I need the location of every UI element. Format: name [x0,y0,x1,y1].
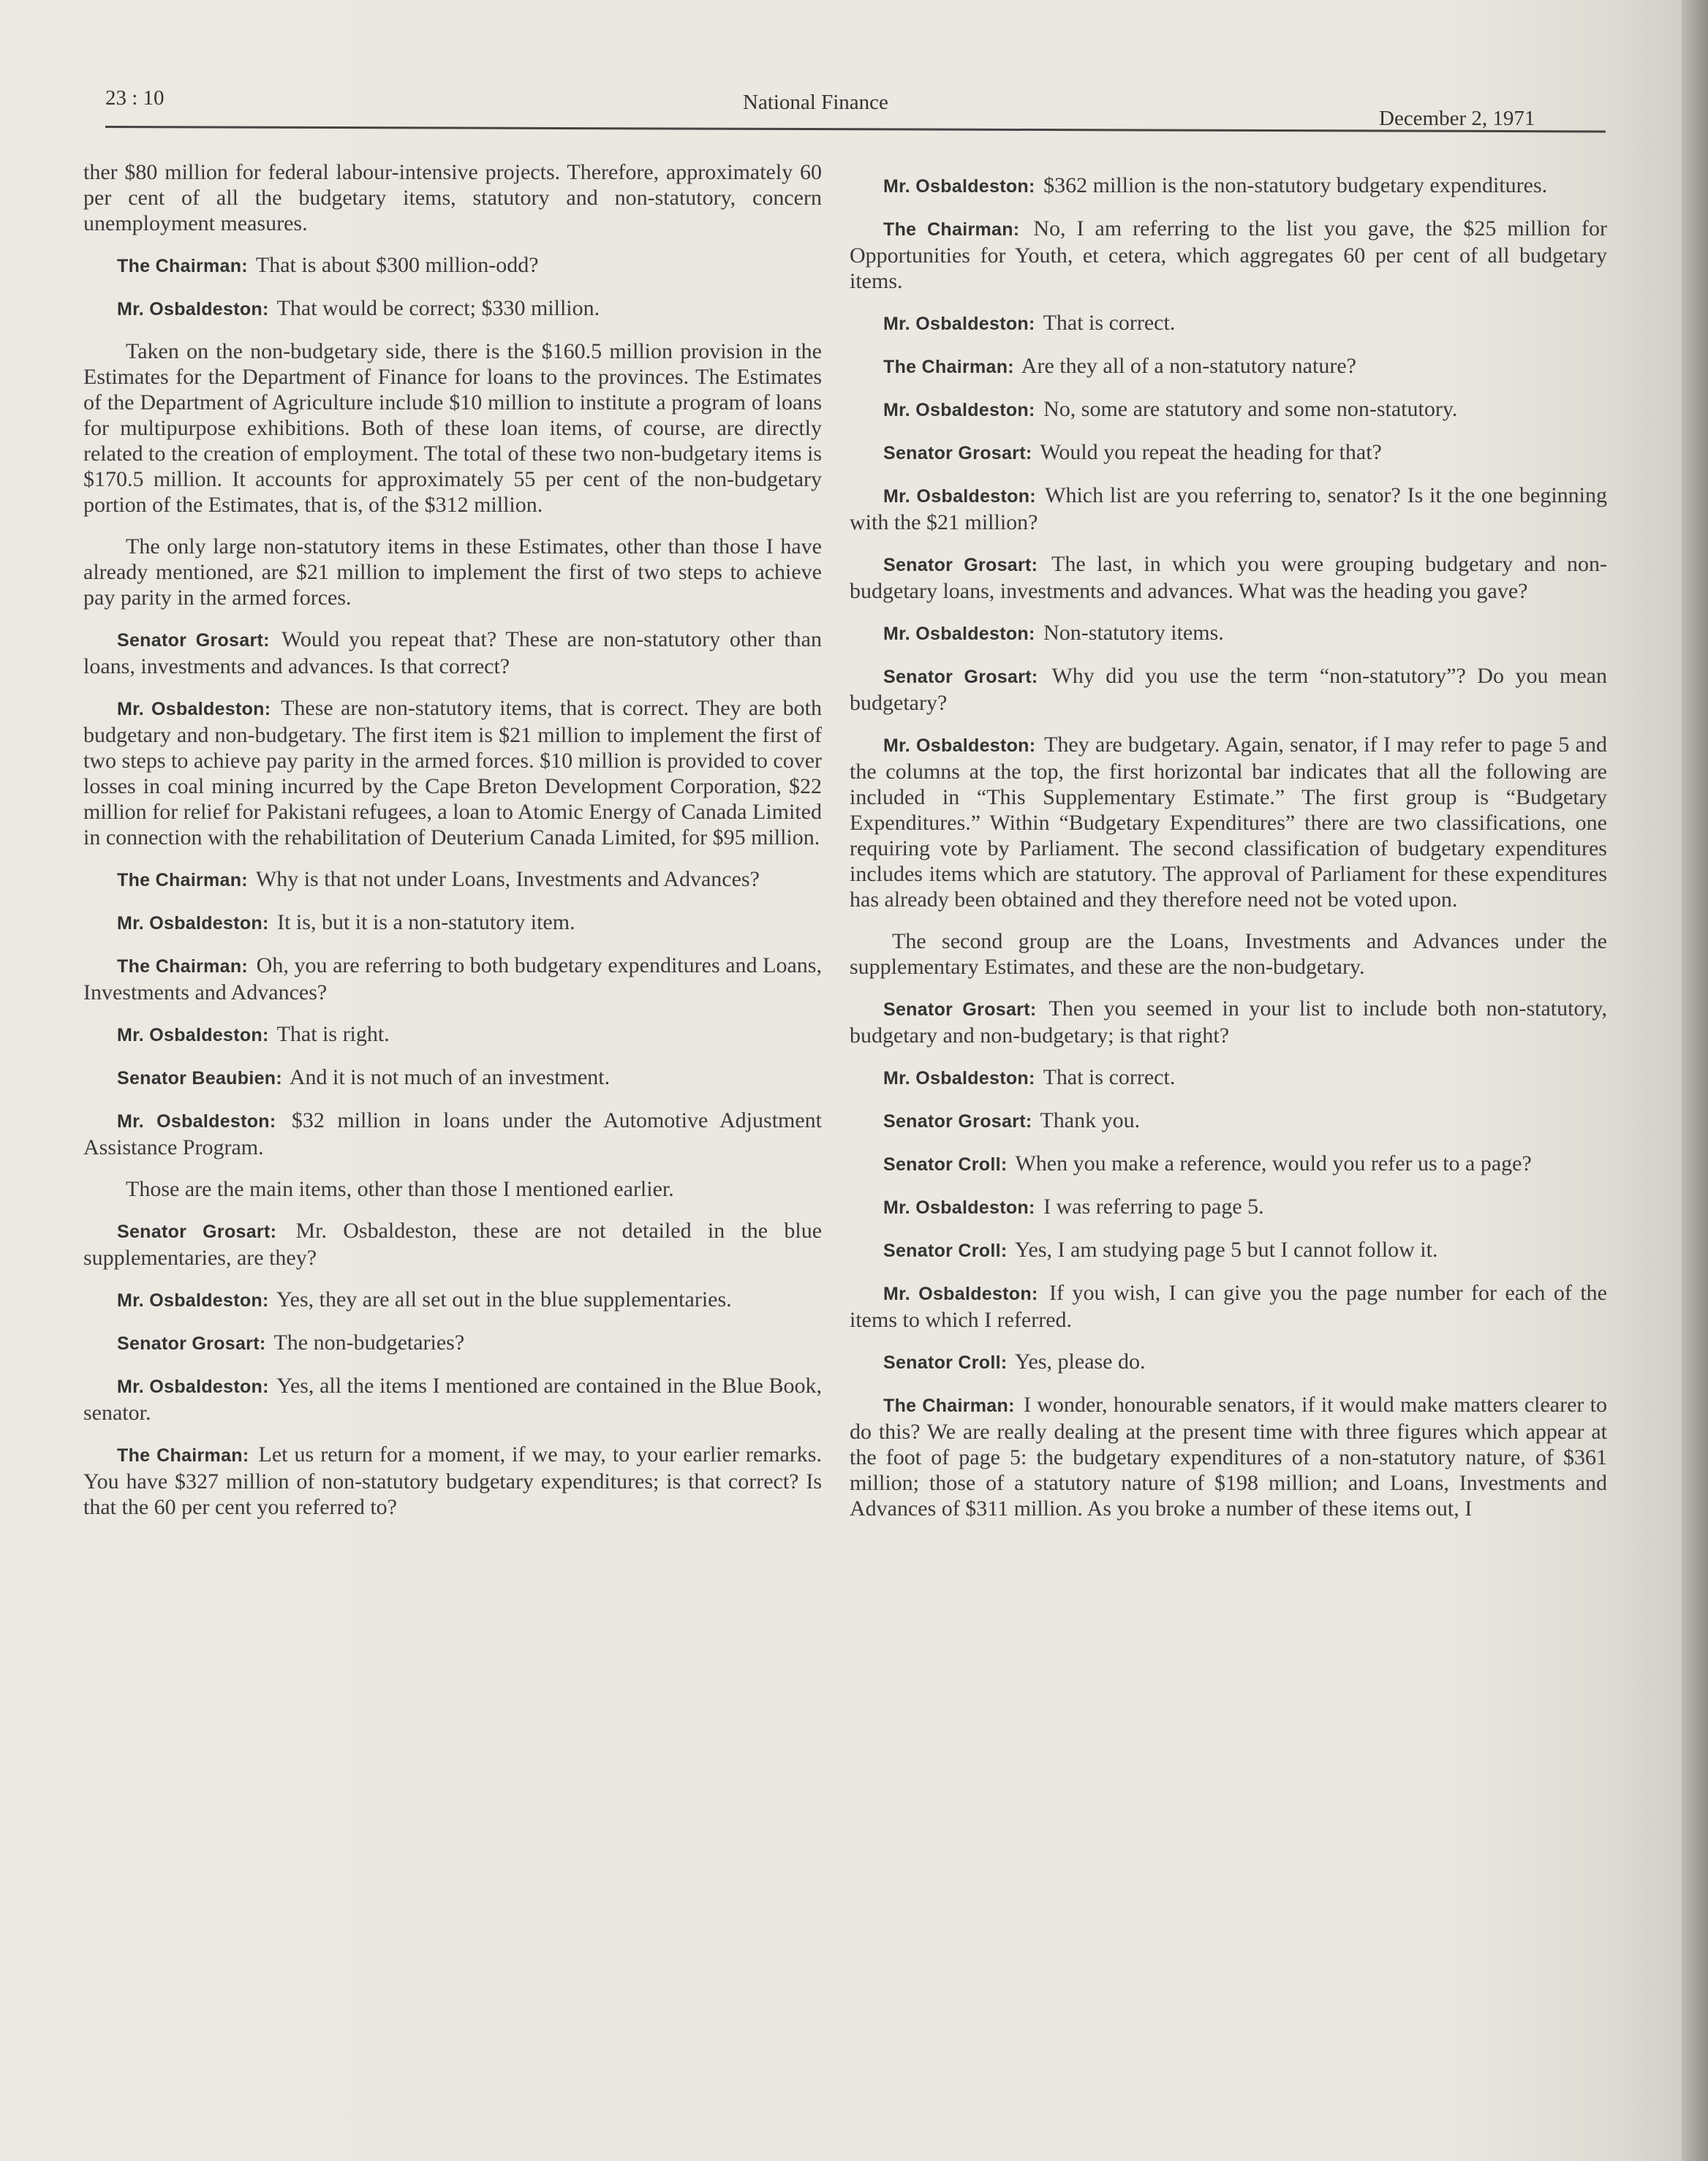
speaker-label: Senator Grosart: [883,443,1032,463]
paragraph-text: Those are the main items, other than those I mentioned earlier. [126,1177,674,1201]
paragraph-text: And it is not much of an investment. [289,1065,611,1089]
paragraph [850,928,1607,980]
paragraph [850,551,1607,604]
paragraph [850,1108,1607,1135]
paragraph-text: That is right. [276,1022,390,1046]
paragraph [850,1237,1607,1264]
paragraph-text: When you make a reference, would you refer us to a page? [1015,1151,1532,1176]
paragraph [83,338,822,518]
speaker-label: Senator Grosart: [117,1333,266,1354]
speaker-label: Senator Grosart: [117,1222,277,1242]
paragraph-text: That would be correct; $330 million. [276,296,600,320]
paragraph-text: Yes, all the items I mentioned are contained in the Blue Book, senator. [83,1374,823,1425]
speaker-label: Mr. Osbaldeston: [117,699,271,719]
paragraph-text: That is about $300 million-odd? [255,253,539,277]
paragraph [850,439,1607,466]
speaker-label: Mr. Osbaldeston: [883,176,1035,197]
speaker-label: Mr. Osbaldeston: [883,624,1035,644]
speaker-label: Senator Grosart: [883,999,1037,1020]
book-spine-shadow [1682,0,1708,2161]
paragraph [850,1349,1607,1376]
speaker-label: Mr. Osbaldeston: [117,1377,269,1397]
page-number: 23 : 10 [105,86,165,110]
paragraph [83,627,822,679]
paragraph [850,620,1607,647]
paragraph-text: $32 million in loans under the Automotive Adjustment Assistance Program. [83,1108,823,1159]
paragraph-text: Which list are you referring to, senator? Is it the one beginning with the $21 million? [850,483,1607,534]
paragraph [850,732,1607,912]
paragraph [850,173,1607,200]
paragraph-text: I was referring to page 5. [1043,1195,1264,1219]
paragraph-text: The non-budgetaries? [273,1331,465,1355]
paragraph [83,534,822,610]
running-title: National Finance [743,91,888,114]
paragraph-text: Thank you. [1040,1108,1141,1132]
paragraph [850,353,1607,380]
paragraph-text: No, some are statutory and some non-statutory. [1043,397,1458,421]
paragraph-text: Yes, I am studying page 5 but I cannot follow it. [1014,1238,1438,1262]
speaker-label: The Chairman: [883,1396,1015,1416]
paragraph [850,1064,1607,1091]
paragraph [83,252,822,279]
paragraph [83,953,822,1005]
paragraph-text: That is correct. [1043,311,1176,335]
speaker-label: Mr. Osbaldeston: [117,1290,269,1311]
speaker-label: Senator Croll: [883,1352,1008,1373]
paragraph [83,1442,822,1520]
paragraph [83,159,822,236]
paragraph [83,1373,822,1426]
paragraph-text: No, I am referring to the list you gave, the $25 million for Opportunities for Youth, et cetera, which aggregates 60 per cent of all budgetary items. [850,216,1607,293]
paragraph-text: These are non-statutory items, that is correct. They are both budgetary and non-budgetary. The first item is $21 million to implement the first of two steps to achieve pay parity in the armed forces. $10 million is provided to cover losses in coal mining incurred by the Cape Breton Development Corporation, $22 million for relief for Pakistani refugees, a loan to Atomic Energy of Canada Limited in connection with the rehabilitation of Deuterium Canada Limited, for $95 million. [83,696,822,849]
speaker-label: The Chairman: [117,956,249,977]
paragraph-text: If you wish, I can give you the page number for each of the items to which I referred. [850,1281,1608,1332]
paragraph [850,216,1607,294]
paragraph [850,482,1607,535]
paragraph-text: Mr. Osbaldeston, these are not detailed in the blue supplementaries, are they? [83,1219,823,1270]
paragraph-text: Non-statutory items. [1043,621,1224,645]
speaker-label: Senator Croll: [883,1154,1008,1175]
paragraph-text: Why is that not under Loans, Investments and Advances? [255,867,760,891]
speaker-label: Mr. Osbaldeston: [883,400,1035,420]
speaker-label: Mr. Osbaldeston: [883,314,1035,334]
paragraph-text: Would you repeat that? These are non-statutory other than loans, investments and advances. Is that correct? [83,627,822,678]
paragraph [83,1064,822,1091]
paragraph [850,396,1607,423]
paragraph-text: I wonder, honourable senators, if it would make matters clearer to do this? We are really dealing at the present time with three figures which appear at the foot of page 5: the budgetary expenditures of a non-statutory nature, of $361 million; those of a statutory nature of $198 million; and Loans, Investments and Advances of $311 million. As you broke a number of these items out, I [850,1393,1607,1521]
right-column [850,173,1607,1537]
paragraph [850,1280,1607,1333]
paragraph [850,996,1607,1048]
speaker-label: Mr. Osbaldeston: [883,735,1036,756]
paragraph [83,1330,822,1357]
paragraph [850,1151,1607,1178]
speaker-label: Mr. Osbaldeston: [117,1111,276,1132]
speaker-label: The Chairman: [117,1445,249,1466]
speaker-label: Mr. Osbaldeston: [883,486,1036,507]
speaker-label: Senator Grosart: [883,667,1038,687]
paragraph [83,1021,822,1048]
speaker-label: Mr. Osbaldeston: [883,1197,1035,1218]
paragraph-text: Yes, they are all set out in the blue supplementaries. [276,1287,732,1312]
paragraph-text: The only large non-statutory items in these Estimates, other than those I have already mentioned, are $21 million to implement the first of two steps to achieve pay parity in the armed forces. [83,534,822,610]
speaker-label: Senator Grosart: [883,1111,1032,1132]
paragraph-text: ther $80 million for federal labour-intensive projects. Therefore, approximately 60 per cent of all the budgetary items, statutory and non-statutory, concern unemployment measures. [83,160,822,235]
speaker-label: Mr. Osbaldeston: [117,1025,269,1045]
paragraph [850,310,1607,337]
speaker-label: Mr. Osbaldeston: [883,1068,1035,1089]
paragraph-text: It is, but it is a non-statutory item. [277,910,575,934]
header-date: December 2, 1971 [1379,107,1535,130]
paragraph [83,295,822,322]
speaker-label: Senator Croll: [883,1241,1008,1261]
paragraph-text: Taken on the non-budgetary side, there is the $160.5 million provision in the Estimates for the Department of Finance for loans to the provinces. The Estimates of the Department of Agriculture include $10 million to institute a program of loans for multipurpose exhibitions. Both of these loan items, of course, are directly related to the creation of employment. The total of these two non-budgetary items is $170.5 million. It accounts for approximately 55 per cent of the non-budgetary portion of the Estimates, that is, of the $312 million. [83,339,822,517]
paragraph [83,1176,822,1202]
paragraph [850,1392,1607,1521]
paragraph [850,663,1607,716]
speaker-label: The Chairman: [117,870,248,890]
paragraph-text: The second group are the Loans, Investments and Advances under the supplementary Estimates, and these are the non-budgetary. [850,929,1607,979]
paragraph-text: They are budgetary. Again, senator, if I may refer to page 5 and the columns at the top, the first horizontal bar indicates that all the following are included in “This Supplementary Estimate.” The first group is “Budgetary Expenditures.” Within “Budgetary Expenditures” there are two classifications, one requiring vote by Parliament. The second classification of budgetary expenditures includes items which are statutory. The approval of Parliament for these expenditures has already been obtained and they therefore need not be voted upon. [850,733,1607,912]
paragraph-text: Then you seemed in your list to include both non-statutory, budgetary and non-budgetary; is that right? [850,996,1607,1048]
paragraph-text: The last, in which you were grouping budgetary and non-budgetary loans, investments and advances. What was the heading you gave? [850,552,1608,603]
paragraph [83,1287,822,1314]
speaker-label: The Chairman: [117,256,248,276]
paragraph [83,909,822,936]
speaker-label: Mr. Osbaldeston: [117,299,269,319]
speaker-label: Mr. Osbaldeston: [117,913,269,934]
speaker-label: Senator Grosart: [117,630,270,651]
paragraph [83,695,822,850]
paragraph-text: $362 million is the non-statutory budgetary expenditures. [1043,173,1548,197]
paragraph-text: Why did you use the term “non-statutory”? Do you mean budgetary? [850,664,1607,715]
speaker-label: The Chairman: [883,219,1020,240]
speaker-label: Senator Grosart: [883,555,1038,575]
paragraph-text: Are they all of a non-statutory nature? [1021,354,1356,378]
speaker-label: Senator Beaubien: [117,1068,282,1089]
paragraph-text: That is correct. [1043,1065,1176,1089]
left-column [83,159,822,1536]
paragraph-text: Oh, you are referring to both budgetary expenditures and Loans, Investments and Advances? [83,953,822,1004]
speaker-label: The Chairman: [883,357,1014,377]
speaker-label: Mr. Osbaldeston: [883,1284,1038,1304]
paragraph-text: Yes, please do. [1014,1350,1146,1374]
paragraph [850,1194,1607,1221]
paragraph [83,1218,822,1271]
paragraph [83,866,822,893]
paragraph-text: Let us return for a moment, if we may, to your earlier remarks. You have $327 million of non-statutory budgetary expenditures; is that correct? Is that the 60 per cent you referred to? [83,1442,822,1519]
paragraph [83,1108,822,1160]
paragraph-text: Would you repeat the heading for that? [1040,440,1382,464]
